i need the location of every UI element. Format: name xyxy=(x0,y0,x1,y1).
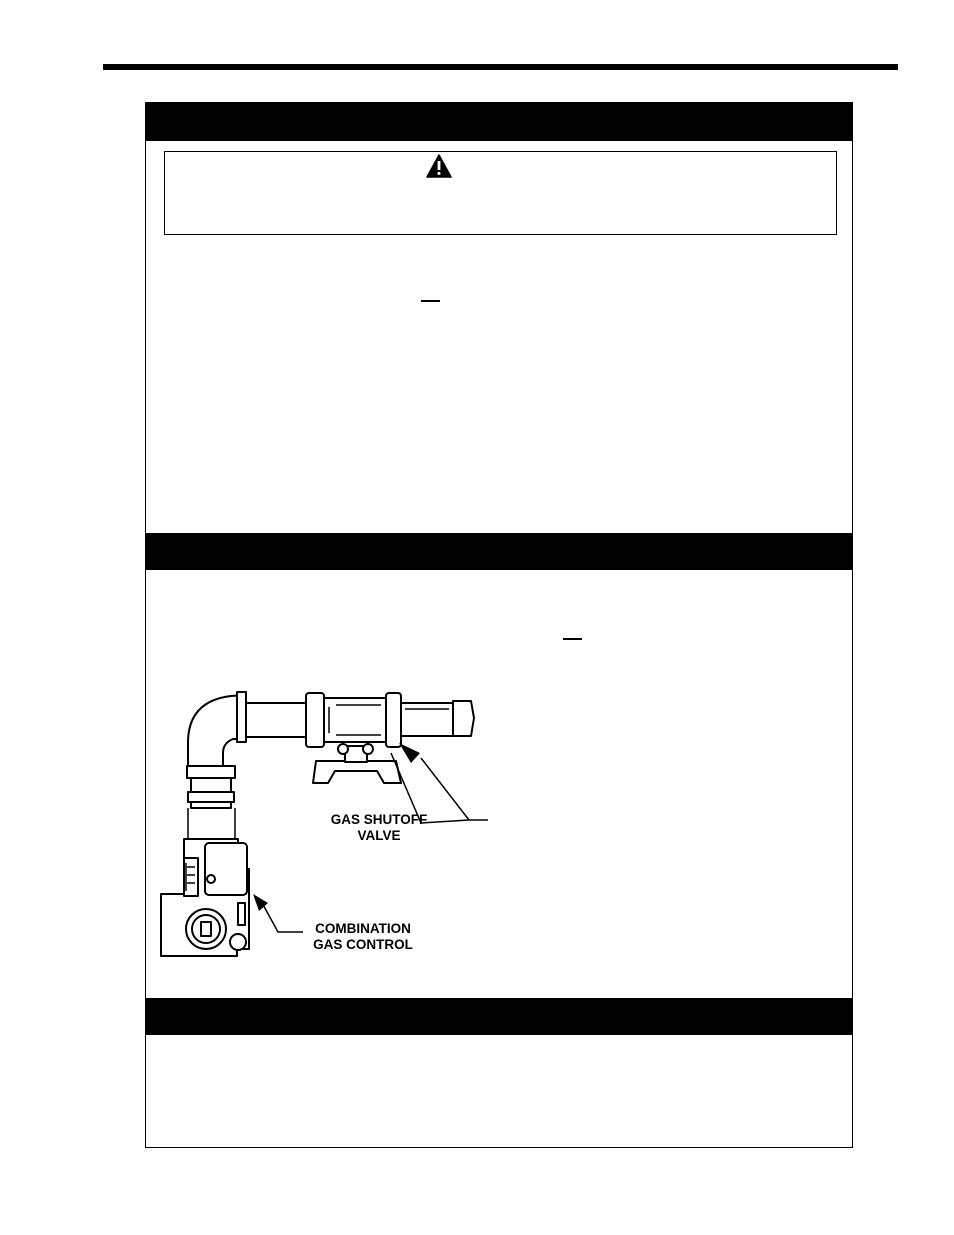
content-frame xyxy=(145,102,853,1148)
label-gas-shutoff-line2: VALVE xyxy=(357,828,401,843)
section-header-bar-3 xyxy=(146,998,852,1035)
label-combination-line2: GAS CONTROL xyxy=(313,937,413,952)
gas-valve-diagram xyxy=(146,103,854,998)
label-combination-line1: COMBINATION xyxy=(315,921,411,936)
header-rule xyxy=(103,64,898,70)
label-gas-shutoff-line1: GAS SHUTOFF xyxy=(330,812,428,827)
